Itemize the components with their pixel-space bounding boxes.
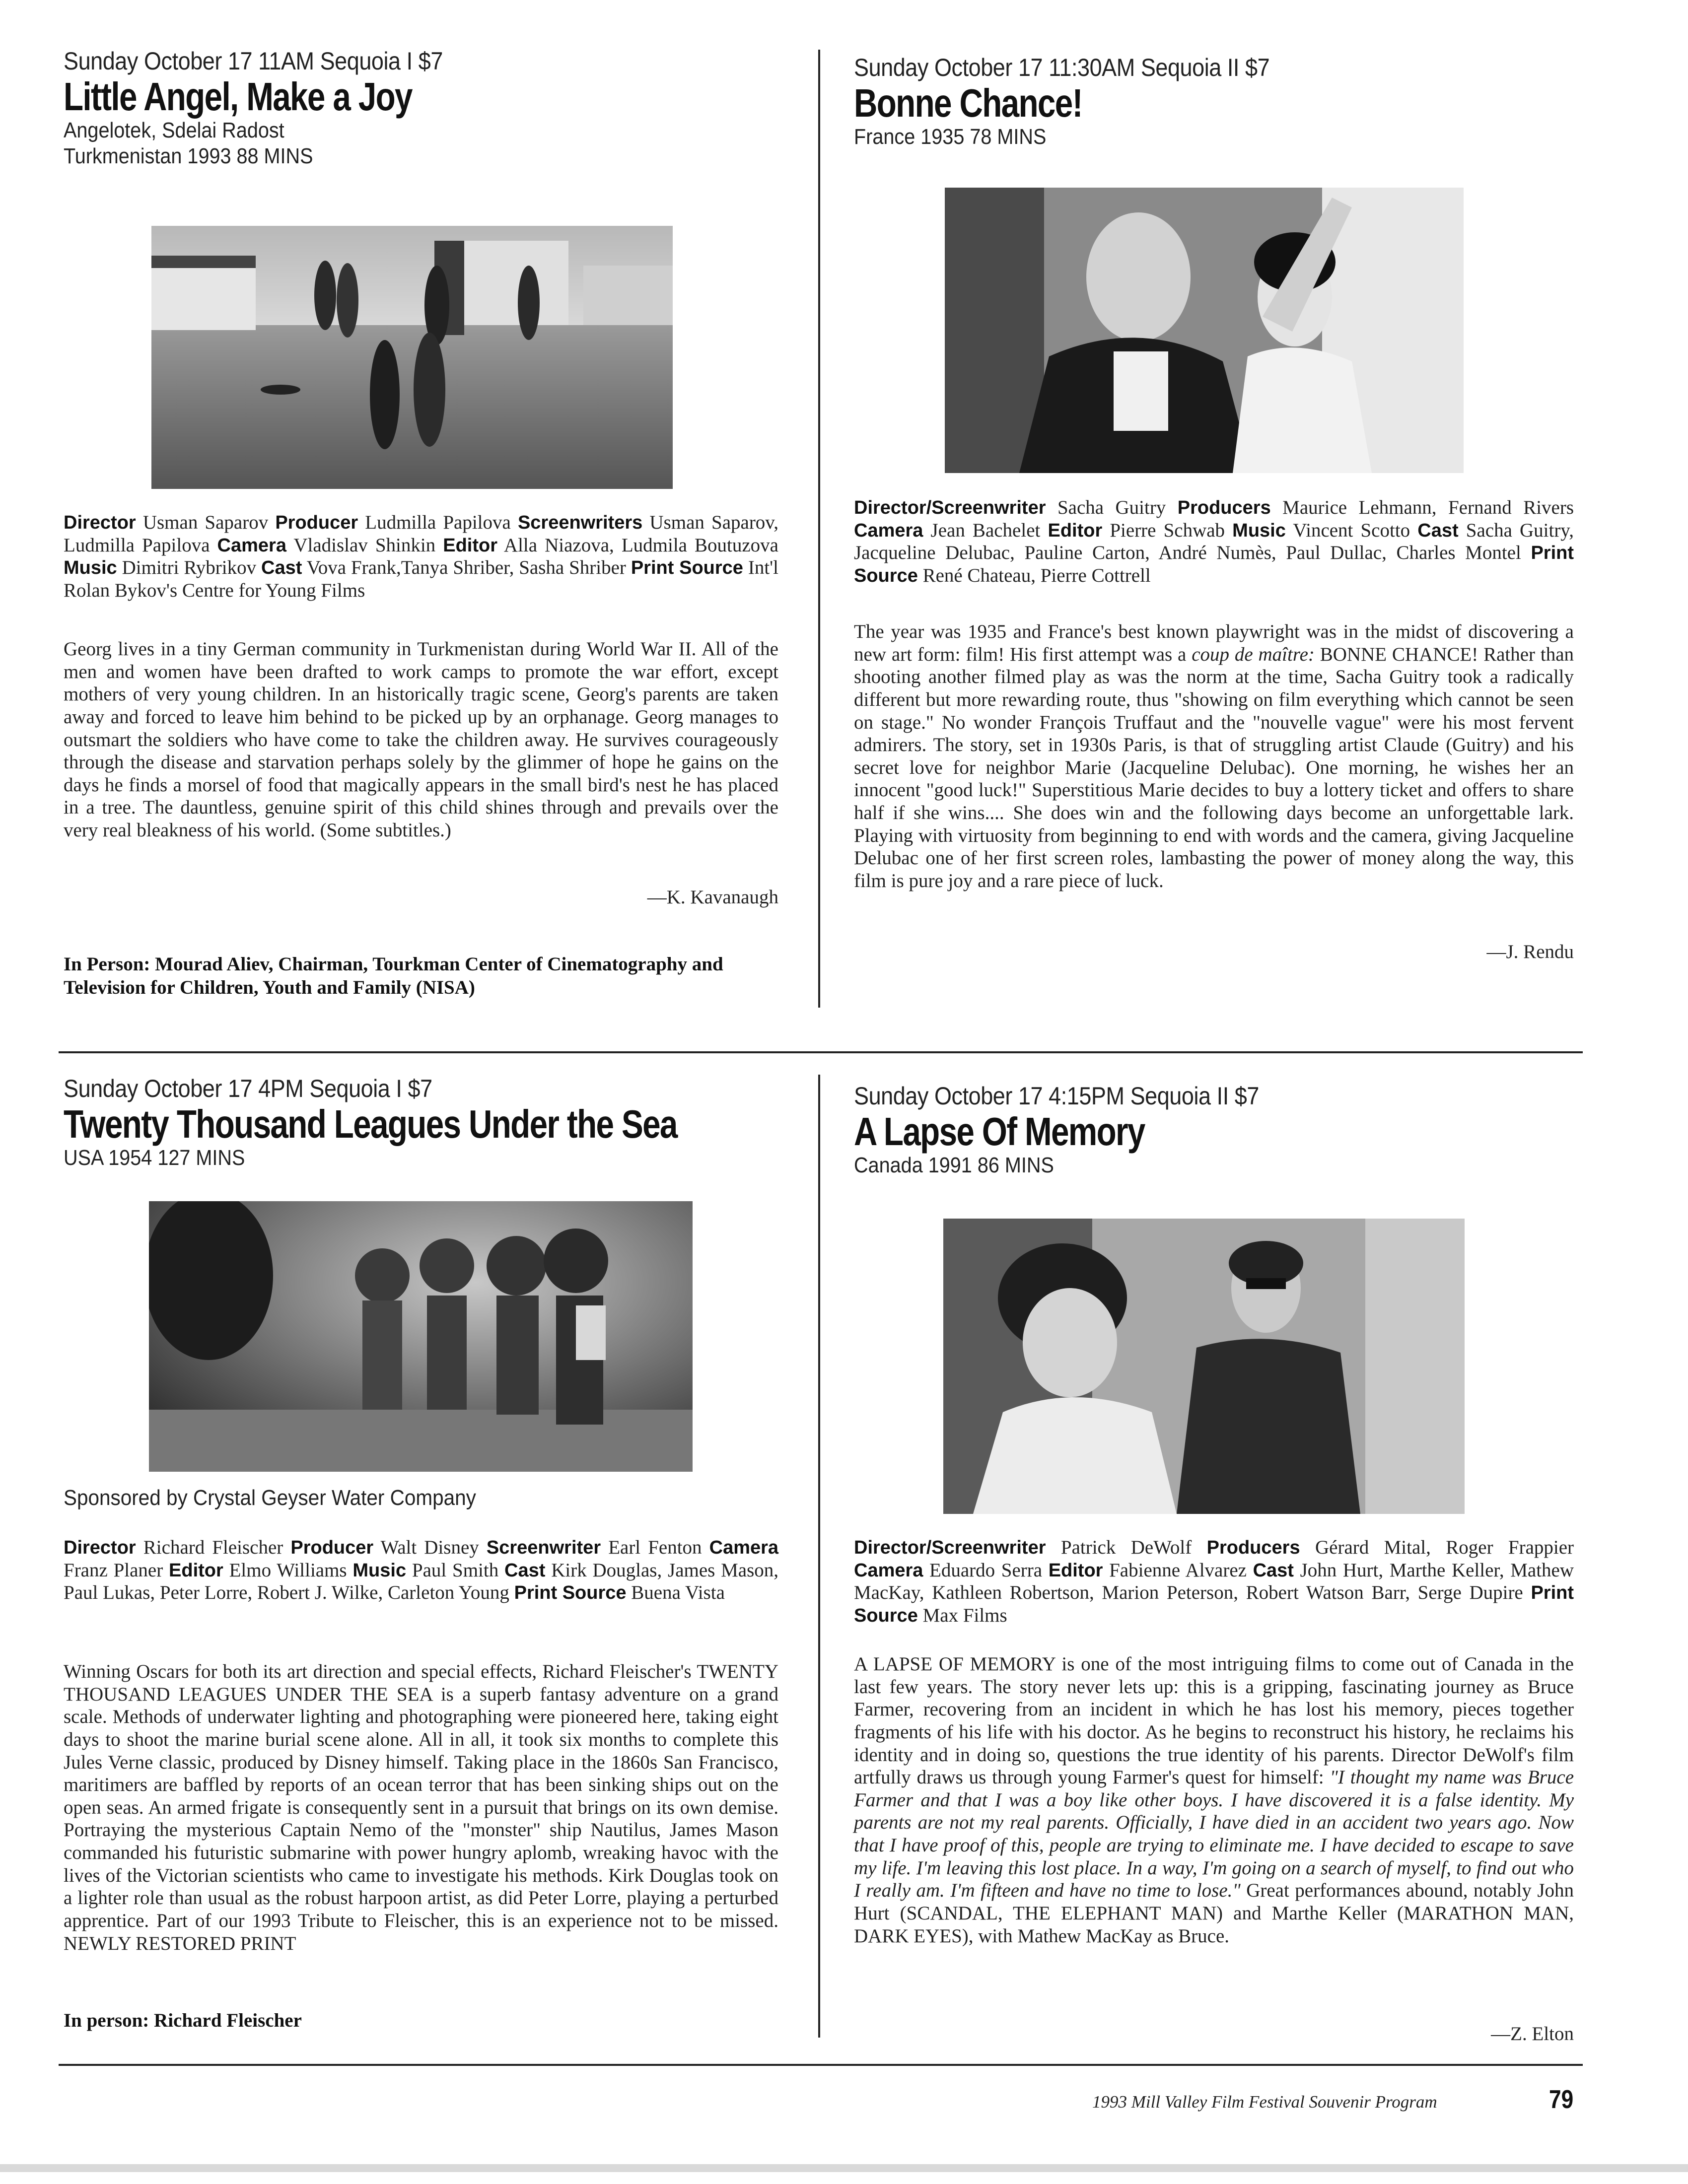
showtime: Sunday October 17 11:30AM Sequoia II $7 [854,54,1270,81]
film-title: Twenty Thousand Leagues Under the Sea [64,1101,677,1146]
credits-twenty-thousand-leagues: Director Richard Fleischer Producer Walt Disney Screenwriter Earl Fenton Camera Franz Planer Editor Elmo Williams Music Paul Smith Cast Kirk Douglas, James Mason, Paul Lukas, Peter Lorre, Robert J. Wilke, Carleton Young Print Source Buena Vista [64,1537,779,1604]
showtime: Sunday October 17 11AM Sequoia I $7 [64,47,443,75]
film-meta: France 1935 78 MINS [854,124,1047,149]
in-person-note: In Person: Mourad Aliev, Chairman, Tourkman Center of Cinematography and Television for Children, Youth and Family (NISA) [64,954,723,998]
synopsis-twenty-thousand-leagues: Winning Oscars for both its art direction and special effects, Richard Fleischer's TWENTY THOUSAND LEAGUES UNDER THE SEA is a superb fantasy adventure on a grand scale. Methods of underwater lighting and photographing were pioneered here, taking eight days to shoot the marine burial scene alone. All in all, it took six months to complete this Jules Verne classic, produced by Disney himself. Taking place in the 1860s San Francisco, maritimers are baffled by reports of an ocean terror that has been sinking ships out on the open seas. An armed frigate is consequently sent in a pursuit that brings on its own demise. Portraying the mysterious Captain Nemo of the "monster" ship Nautilus, James Mason commanded his futuristic submarine with power hungry aplomb, wreaking havoc with the lives of the Victorian scientists who came to investigate his methods. Kirk Douglas took on a lighter role than usual as the robust harpoon artist, as did Peter Lorre, playing a perturbed apprentice. Part of our 1993 Tribute to Fleischer, this is an experience not to be missed. NEWLY RESTORED PRINT [64,1661,778,1954]
in-person-note: In person: Richard Fleischer [64,2010,302,2031]
film-meta: Turkmenistan 1993 88 MINS [64,144,313,169]
synopsis-lapse-of-memory: A LAPSE OF MEMORY is one of the most intriguing films to come out of Canada in the last few years. The story never lets up: this is a gripping, fascinating journey as Bruce Farmer, recovering from an incident in which he has lost his memory, pieces together fragments of his life with his doctor. As he begins to reconstruct his history, he reclaims his identity and in doing so, questions the true identity of his parents. Director DeWolf's film artfully draws us through young Farmer's quest for himself: "I thought my name was Bruce Farmer and that I was a boy like other boys. I have discovered it is a false identity. My parents are not my real parents. Officially, I have died in an accident two years ago. Now that I have proof of this, people are trying to eliminate me. I have decided to escape to save my life. I'm leaving this lost place. In a way, I'm going on a search of myself, to find out who I really am. I'm fifteen and have no time to lose." Great performances abound, notably John Hurt (SCANDAL, THE ELEPHANT MAN) and Marthe Keller (MARATHON MAN, DARK EYES), with Mathew MacKay as Bruce. [854,1653,1574,1947]
credits-bonne-chance: Director/Screenwriter Sacha Guitry Producers Maurice Lehmann, Fernand Rivers Camera Jean Bachelet Editor Pierre Schwab Music Vincent Scotto Cast Sacha Guitry, Jacqueline Delubac, Pauline Carton, André Numès, Paul Dullac, Charles Montel Print Source René Chateau, Pierre Cottrell [854,497,1574,586]
page-number: 79 [1549,2085,1574,2114]
film-still-bonne-chance [945,188,1464,473]
film-still-twenty-thousand-leagues [149,1201,693,1472]
reviewer-signature: —K. Kavanaugh [647,887,778,908]
scan-edge [0,2164,1688,2172]
film-listing-little-angel [64,47,778,170]
film-listing-lapse-of-memory [854,1082,1574,1178]
showtime: Sunday October 17 4PM Sequoia I $7 [64,1075,432,1102]
footer-rule [59,2064,1583,2066]
showtime: Sunday October 17 4:15PM Sequoia II $7 [854,1082,1259,1110]
reviewer-signature: —J. Rendu [1486,941,1574,962]
film-still-little-angel [151,226,673,489]
film-meta: Canada 1991 86 MINS [854,1153,1054,1177]
sponsor-note: Sponsored by Crystal Geyser Water Company [64,1486,476,1510]
alternate-title: Angelotek, Sdelai Radost [64,118,284,142]
film-listing-bonne-chance [854,54,1574,150]
synopsis-bonne-chance: The year was 1935 and France's best known playwright was in the midst of discovering a new art form: film! His first attempt was a coup de maître: BONNE CHANCE! Rather than shooting another filmed play as was the norm at the time, Sacha Guitry took a radically different but more rewarding route, thus "showing on film everything which cannot be seen on stage." No wonder François Truffaut and the "nouvelle vague" were his most fervent admirers. The story, set in 1930s Paris, is that of struggling artist Claude (Guitry) and his secret love for neighbor Marie (Jacqueline Delubac). One morning, he wishes her an innocent "good luck!" Superstitious Marie decides to buy a lottery ticket and offers to share half if she wins.... She does win and the following days become an unforgettable lark. Playing with virtuosity from beginning to end with words and the camera, giving Jacqueline Delubac one of her first screen roles, lambasting the power of money along the way, this film is pure joy and a rare piece of luck. [854,621,1574,891]
credits-lapse-of-memory: Director/Screenwriter Patrick DeWolf Producers Gérard Mital, Roger Frappier Camera Eduardo Serra Editor Fabienne Alvarez Cast John Hurt, Marthe Keller, Mathew MacKay, Kathleen Robertson, Marion Peterson, Robert Watson Barr, Serge Dupire Print Source Max Films [854,1537,1574,1626]
publication-label: 1993 Mill Valley Film Festival Souvenir Program [1092,2092,1437,2112]
row-divider [59,1051,1583,1053]
column-divider-top [818,50,820,1008]
film-title: Bonne Chance! [854,80,1082,125]
film-title: Little Angel, Make a Joy [64,74,412,119]
film-listing-twenty-thousand-leagues [64,1075,778,1171]
film-meta: USA 1954 127 MINS [64,1145,245,1170]
credits-little-angel: Director Usman Saparov Producer Ludmilla Papilova Screenwriters Usman Saparov, Ludmilla Papilova Camera Vladislav Shinkin Editor Alla Niazova, Ludmila Boutuzova Music Dimitri Rybrikov Cast Vova Frank,Tanya Shriber, Sasha Shriber Print Source Int'l Rolan Bykov's Centre for Young Films [64,512,779,601]
synopsis-little-angel: Georg lives in a tiny German community in Turkmenistan during World War II. All of the men and women have been drafted to work camps to promote the war effort, except mothers of very young children. In an historically tragic scene, Georg's parents are taken away and forced to leave him behind to be picked up by an orphanage. Georg manages to outsmart the soldiers who have come to take the children away. He survives courageously through the disease and starvation perhaps solely by the glimmer of hope he gains on the days he finds a morsel of food that magically appears in the small bird's nest he has placed in a tree. The dauntless, genuine spirit of this child shines through and prevails over the very real bleakness of his world. (Some subtitles.) [64,638,778,841]
film-title: A Lapse Of Memory [854,1109,1145,1154]
reviewer-signature: —Z. Elton [1491,2023,1574,2045]
column-divider-bottom [818,1075,820,2038]
film-still-lapse-of-memory [943,1219,1465,1514]
